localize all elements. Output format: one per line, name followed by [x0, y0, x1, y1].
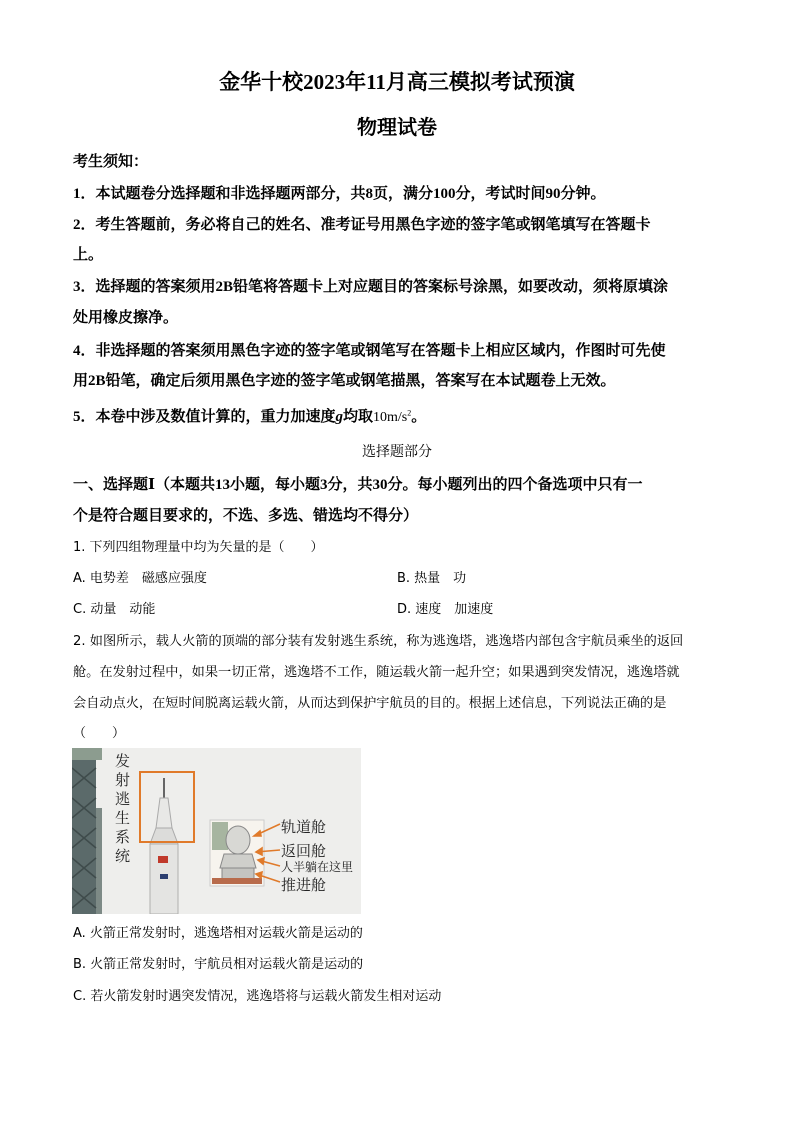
- exam-title: 金华十校2023年11月高三模拟考试预演: [219, 70, 575, 94]
- escape-system-char-3: 逃: [115, 790, 131, 808]
- notice-item-5-end: 。: [411, 409, 427, 425]
- notice-item-5-prefix: 5．本卷中涉及数值计算的，重力加速度: [73, 409, 336, 425]
- q2-option-b: B. 火箭正常发射时，宇航员相对运载火箭是运动的: [73, 957, 364, 972]
- notice-item-2: 2．考生答题前，务必将自己的姓名、准考证号用黑色字迹的签字笔或钢笔填写在答题卡: [73, 217, 651, 233]
- escape-system-char-5: 系: [115, 828, 131, 846]
- q1-option-b: B. 热量 功: [397, 571, 467, 586]
- escape-tower: [156, 798, 172, 828]
- q2-stem-line-4: （ ）: [73, 726, 126, 741]
- q1-stem: 1. 下列四组物理量中均为矢量的是（ ）: [73, 540, 324, 555]
- q1-option-a: A. 电势差 磁感应强度: [73, 571, 207, 586]
- escape-system-char-1: 发: [115, 752, 131, 770]
- gravity-unit: 10m/s: [373, 410, 408, 425]
- return-capsule-label: 返回舱: [281, 842, 327, 860]
- notice-item-4: 4．非选择题的答案须用黑色字迹的签字笔或钢笔写在答题卡上相应区域内，作图时可先使: [73, 343, 666, 359]
- q1-option-d: D. 速度 加速度: [397, 602, 494, 617]
- launch-tower-beam: [96, 808, 102, 914]
- gravity-value: [373, 410, 411, 425]
- notice-item-4-cont: 用2B铅笔，确定后须用黑色字迹的签字笔或钢笔描黑，答案写在本试题卷上无效。: [73, 373, 616, 389]
- section-heading: 选择题部分: [362, 445, 432, 460]
- escape-system-label: [115, 752, 130, 866]
- gravity-exponent: 2: [407, 408, 412, 418]
- q2-stem-line-1: 2. 如图所示，载人火箭的顶端的部分装有发射逃生系统，称为逃逸塔，逃逸塔内部包含宇航员乘坐的返回: [73, 634, 684, 649]
- escape-system-char-4: 生: [115, 809, 131, 827]
- gravity-symbol: g: [335, 409, 344, 425]
- tower-top: [72, 748, 102, 760]
- capsule-photo-bg: [212, 822, 228, 850]
- rocket-mark: [160, 874, 168, 879]
- notice-item-2-cont: 上。: [73, 247, 104, 263]
- q2-option-c: C. 若火箭发射时遇突发情况，逃逸塔将与运载火箭发生相对运动: [73, 989, 442, 1004]
- exam-subtitle: 物理试卷: [357, 117, 437, 139]
- notice-item-3: 3．选择题的答案须用2B铅笔将答题卡上对应题目的答案标号涂黑，如要改动，须将原填涂: [73, 279, 669, 295]
- notice-item-5-mid: 均取: [343, 409, 374, 425]
- capsule-base: [212, 878, 262, 884]
- q1-option-c: C. 动量 动能: [73, 602, 156, 617]
- return-capsule-shape: [220, 854, 256, 868]
- propulsion-module-label: 推进舱: [281, 876, 327, 894]
- notice-item-5: [73, 405, 426, 426]
- notice-heading: 考生须知：: [73, 154, 149, 170]
- part1-instructions: 一、选择题Ⅰ（本题共13小题，每小题3分，共30分。每小题列出的四个备选项中只有一: [73, 477, 643, 493]
- escape-system-char-2: 射: [115, 771, 131, 789]
- q2-stem-line-2: 舱。在发射过程中，如果一切正常，逃逸塔不工作，随运载火箭一起升空；如果遇到突发情况，逃逸塔就: [73, 665, 680, 680]
- notice-item-3-cont: 处用橡皮擦净。: [73, 310, 179, 326]
- q2-option-a: A. 火箭正常发射时，逃逸塔相对运载火箭是运动的: [73, 926, 363, 941]
- astronaut-position-label: 人半躺在这里: [281, 860, 354, 874]
- part1-instructions-cont: 个是符合题目要求的，不选、多选、错选均不得分）: [73, 508, 419, 524]
- notice-item-1: 1．本试题卷分选择题和非选择题两部分，共8页，满分100分，考试时间90分钟。: [73, 186, 606, 202]
- rocket-figure: [72, 748, 361, 914]
- orbital-module-label: 轨道舱: [281, 818, 327, 836]
- q2-stem-line-3: 会自动点火，在短时间脱离运载火箭，从而达到保护宇航员的目的。根据上述信息，下列说法正确的是: [73, 696, 667, 711]
- orbital-module-shape: [226, 826, 250, 854]
- rocket-flag: [158, 856, 168, 863]
- escape-system-char-6: 统: [115, 847, 131, 865]
